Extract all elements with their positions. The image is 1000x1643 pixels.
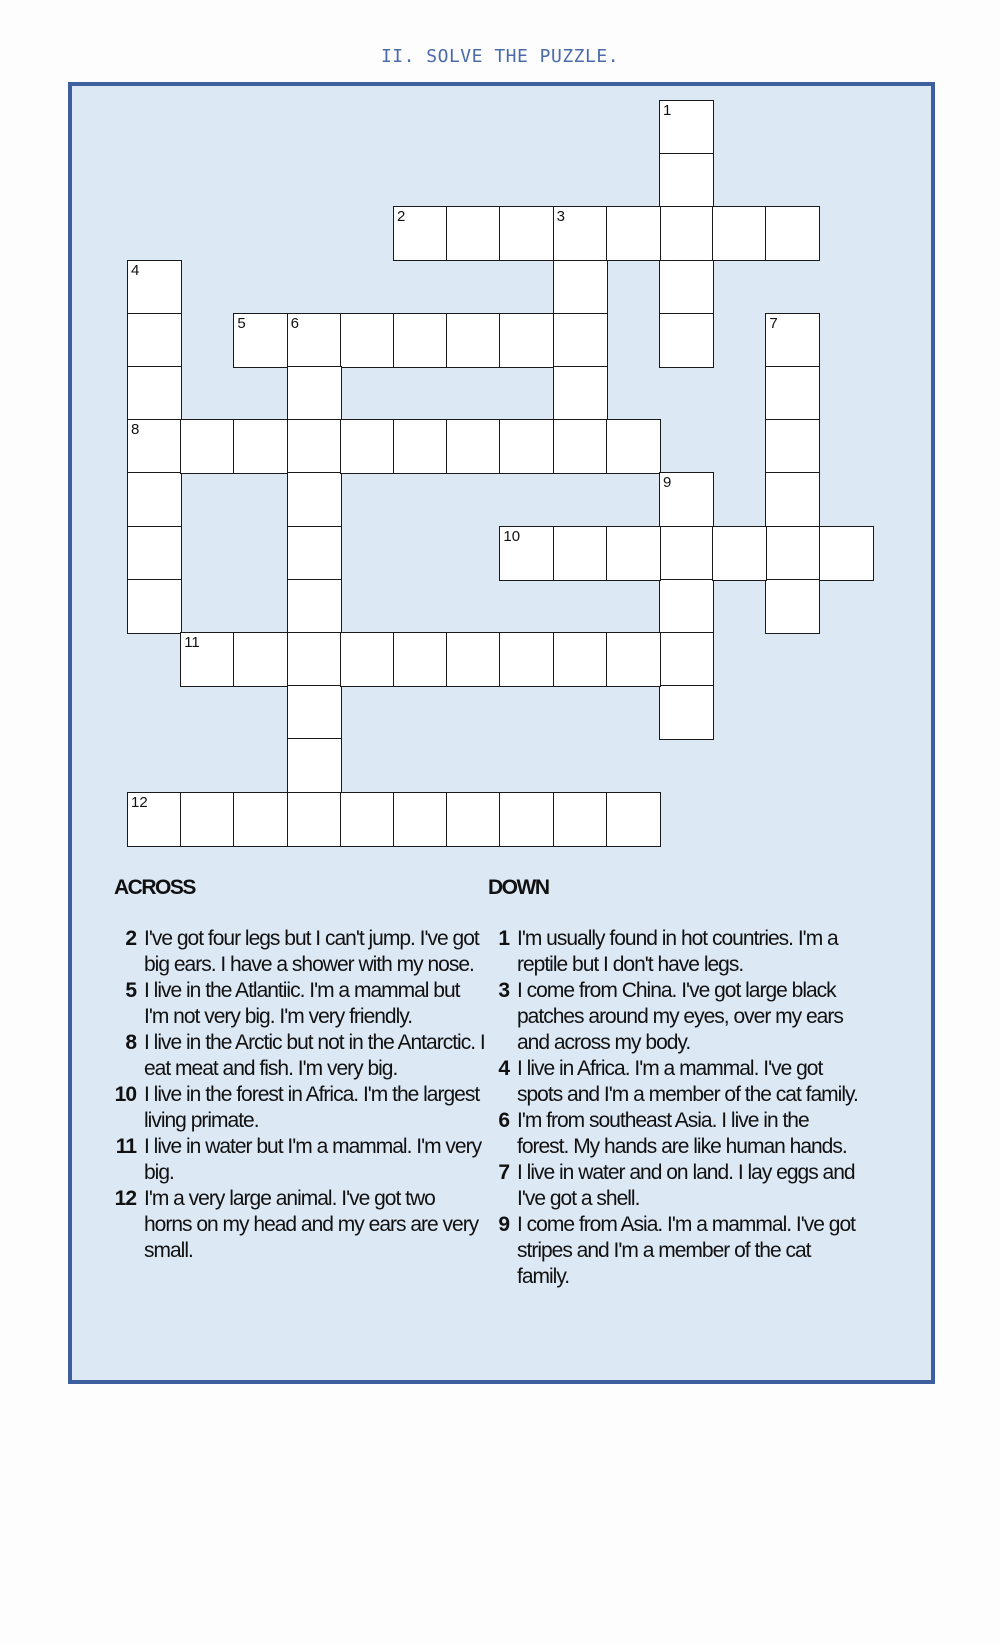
grid-cell[interactable] bbox=[393, 632, 448, 687]
clue-item-text: I live in water and on land. I lay eggs and I've got a shell. bbox=[517, 1161, 855, 1210]
grid-cell[interactable] bbox=[659, 472, 714, 527]
clue-item-number: 10 bbox=[114, 1083, 136, 1106]
grid-cell[interactable] bbox=[446, 632, 501, 687]
grid-cell[interactable] bbox=[499, 419, 554, 474]
grid-cell[interactable] bbox=[287, 313, 342, 368]
page-title: II. SOLVE THE PUZZLE. bbox=[380, 46, 620, 67]
clue-item-number: 5 bbox=[125, 979, 136, 1002]
grid-cell[interactable] bbox=[659, 260, 714, 315]
clue-item-text: I come from Asia. I'm a mammal. I've got stripes and I'm a member of the cat family. bbox=[517, 1213, 855, 1288]
clue-item-number: 4 bbox=[498, 1057, 509, 1080]
clue-item-text: I live in water but I'm a mammal. I'm very big. bbox=[144, 1135, 482, 1184]
clue-item bbox=[112, 1134, 487, 1186]
grid-cell[interactable] bbox=[606, 632, 661, 687]
grid-cell[interactable] bbox=[659, 632, 714, 687]
grid-cell[interactable] bbox=[553, 206, 608, 261]
clue-item-text: I live in the Arctic but not in the Antarctic. I eat meat and fish. I'm very big. bbox=[144, 1031, 485, 1080]
grid-cell[interactable] bbox=[659, 206, 714, 261]
grid-cell[interactable] bbox=[765, 472, 820, 527]
grid-cell[interactable] bbox=[553, 313, 608, 368]
clue-item-number: 11 bbox=[115, 1135, 136, 1158]
grid-cell[interactable] bbox=[127, 260, 182, 315]
clue-item bbox=[485, 926, 860, 978]
clue-number: 8 bbox=[131, 421, 140, 439]
clue-item-text: I'm usually found in hot countries. I'm a reptile but I don't have legs. bbox=[517, 927, 838, 976]
grid-cell[interactable] bbox=[659, 153, 714, 208]
clue-number: 4 bbox=[131, 261, 140, 279]
clue-number: 3 bbox=[556, 208, 565, 226]
down-clue-list bbox=[485, 926, 860, 1290]
grid-cell[interactable] bbox=[499, 313, 554, 368]
clue-item bbox=[485, 978, 860, 1056]
grid-cell[interactable] bbox=[393, 313, 448, 368]
clue-number: 2 bbox=[397, 208, 406, 226]
clue-item bbox=[485, 1160, 860, 1212]
clue-item bbox=[112, 1186, 487, 1264]
grid-cell[interactable] bbox=[659, 526, 714, 581]
grid-cell[interactable] bbox=[127, 419, 182, 474]
grid-cell[interactable] bbox=[553, 792, 608, 847]
clue-item-text: I live in the Atlantiic. I'm a mammal but I'm not very big. I'm very friendly. bbox=[144, 979, 460, 1028]
clue-item-number: 6 bbox=[498, 1109, 509, 1132]
across-clue-list bbox=[112, 926, 487, 1264]
clue-item-text: I'm from southeast Asia. I live in the forest. My hands are like human hands. bbox=[517, 1109, 847, 1158]
grid-cell[interactable] bbox=[606, 792, 661, 847]
grid-cell[interactable] bbox=[499, 632, 554, 687]
clue-number: 6 bbox=[290, 314, 299, 332]
grid-cell[interactable] bbox=[659, 579, 714, 634]
grid-cell[interactable] bbox=[765, 579, 820, 634]
grid-cell[interactable] bbox=[393, 419, 448, 474]
clue-item-number: 8 bbox=[125, 1031, 136, 1054]
grid-cell[interactable] bbox=[659, 685, 714, 740]
clue-number: 12 bbox=[131, 793, 148, 811]
grid-cell[interactable] bbox=[499, 526, 554, 581]
grid-cell[interactable] bbox=[233, 419, 288, 474]
grid-cell[interactable] bbox=[446, 313, 501, 368]
grid-cell[interactable] bbox=[446, 419, 501, 474]
grid-cell[interactable] bbox=[287, 685, 342, 740]
grid-cell[interactable] bbox=[659, 313, 714, 368]
clue-item bbox=[112, 1082, 487, 1134]
grid-cell[interactable] bbox=[765, 526, 820, 581]
grid-cell[interactable] bbox=[127, 366, 182, 421]
grid-cell[interactable] bbox=[340, 632, 395, 687]
grid-cell[interactable] bbox=[340, 313, 395, 368]
grid-cell[interactable] bbox=[712, 206, 767, 261]
grid-cell[interactable] bbox=[606, 206, 661, 261]
clue-item-text: I'm a very large animal. I've got two horns on my head and my ears are very small. bbox=[144, 1187, 479, 1262]
grid-cell[interactable] bbox=[553, 260, 608, 315]
clue-item bbox=[112, 926, 487, 978]
grid-cell[interactable] bbox=[180, 419, 235, 474]
grid-cell[interactable] bbox=[233, 313, 288, 368]
grid-cell[interactable] bbox=[606, 419, 661, 474]
clue-number: 10 bbox=[503, 527, 521, 545]
grid-cell[interactable] bbox=[499, 792, 554, 847]
clue-item-number: 1 bbox=[498, 927, 509, 950]
grid-cell[interactable] bbox=[287, 579, 342, 634]
grid-cell[interactable] bbox=[287, 526, 342, 581]
across-heading: ACROSS bbox=[114, 876, 195, 899]
grid-cell[interactable] bbox=[127, 579, 182, 634]
grid-cell[interactable] bbox=[712, 526, 767, 581]
grid-cell[interactable] bbox=[287, 472, 342, 527]
clue-item-text: I live in the forest in Africa. I'm the largest living primate. bbox=[144, 1083, 480, 1132]
grid-cell[interactable] bbox=[127, 472, 182, 527]
grid-cell[interactable] bbox=[180, 632, 235, 687]
clue-number: 11 bbox=[184, 634, 200, 651]
grid-cell[interactable] bbox=[553, 632, 608, 687]
grid-cell[interactable] bbox=[765, 419, 820, 474]
clue-item-number: 12 bbox=[114, 1187, 136, 1210]
grid-cell[interactable] bbox=[287, 738, 342, 793]
grid-cell[interactable] bbox=[446, 792, 501, 847]
grid-cell[interactable] bbox=[287, 366, 342, 421]
down-heading: DOWN bbox=[488, 876, 549, 899]
clue-number: 9 bbox=[663, 474, 672, 492]
grid-cell[interactable] bbox=[553, 366, 608, 421]
clue-item-number: 7 bbox=[498, 1161, 509, 1184]
grid-cell[interactable] bbox=[393, 792, 448, 847]
grid-cell[interactable] bbox=[553, 419, 608, 474]
grid-cell[interactable] bbox=[765, 313, 820, 368]
grid-cell[interactable] bbox=[553, 526, 608, 581]
grid-cell[interactable] bbox=[606, 526, 661, 581]
grid-cell[interactable] bbox=[659, 100, 714, 155]
grid-cell[interactable] bbox=[233, 632, 288, 687]
grid-cell[interactable] bbox=[127, 313, 182, 368]
grid-cell[interactable] bbox=[127, 526, 182, 581]
grid-cell[interactable] bbox=[446, 206, 501, 261]
grid-cell[interactable] bbox=[287, 632, 342, 687]
clue-item bbox=[485, 1212, 860, 1290]
grid-cell[interactable] bbox=[765, 366, 820, 421]
clue-item bbox=[112, 1030, 487, 1082]
grid-cell[interactable] bbox=[393, 206, 448, 261]
clue-item bbox=[485, 1108, 860, 1160]
clue-item-number: 2 bbox=[125, 927, 136, 950]
grid-cell[interactable] bbox=[499, 206, 554, 261]
grid-cell[interactable] bbox=[765, 206, 820, 261]
clue-item-number: 9 bbox=[498, 1213, 509, 1236]
grid-cell[interactable] bbox=[233, 792, 288, 847]
clue-item-text: I live in Africa. I'm a mammal. I've got spots and I'm a member of the cat family. bbox=[517, 1057, 858, 1106]
clue-number: 7 bbox=[769, 314, 778, 332]
grid-cell[interactable] bbox=[180, 792, 235, 847]
grid-cell[interactable] bbox=[287, 792, 342, 847]
puzzle-frame bbox=[68, 82, 935, 1384]
clue-item-text: I've got four legs but I can't jump. I've got big ears. I have a shower with my nose. bbox=[144, 927, 479, 976]
grid-cell[interactable] bbox=[340, 419, 395, 474]
grid-cell[interactable] bbox=[340, 792, 395, 847]
clue-number: 1 bbox=[663, 102, 672, 119]
clue-item bbox=[112, 978, 487, 1030]
grid-cell[interactable] bbox=[127, 792, 182, 847]
grid-cell[interactable] bbox=[819, 526, 874, 581]
clue-item-text: I come from China. I've got large black patches around my eyes, over my ears and across my body. bbox=[517, 979, 843, 1054]
grid-cell[interactable] bbox=[287, 419, 342, 474]
clue-item bbox=[485, 1056, 860, 1108]
clue-number: 5 bbox=[237, 314, 246, 332]
clue-item-number: 3 bbox=[498, 979, 509, 1002]
